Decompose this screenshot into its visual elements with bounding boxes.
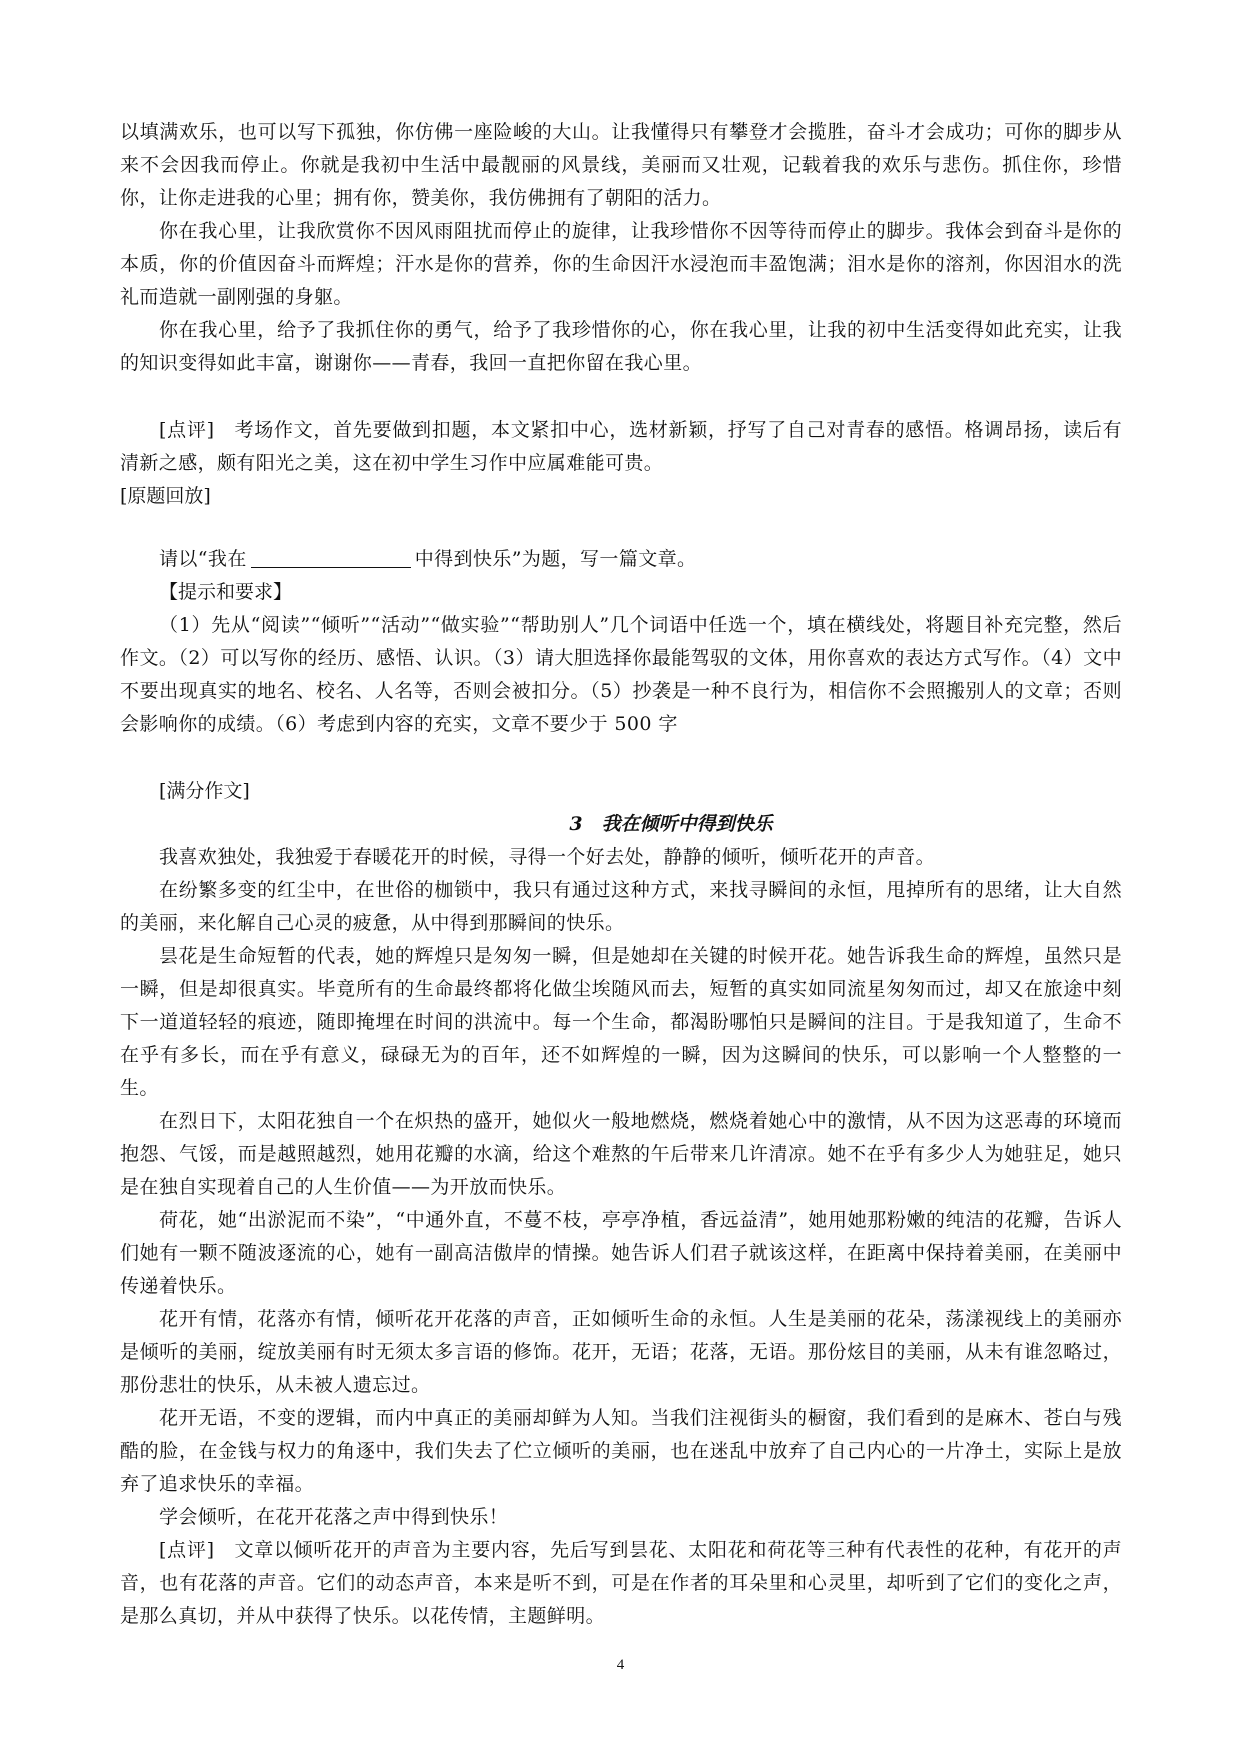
essay-paragraph: 你在我心里，让我欣赏你不因风雨阻扰而停止的旋律，让我珍惜你不因等待而停止的脚步。我体会到奋斗是你的本质，你的价值因奋斗而辉煌；汗水是你的营养，你的生命因汗水浸泡而丰盈饱满；泪水是你的溶剂，你因泪水的洗礼而造就一副刚强的身躯。 — [120, 220, 1122, 308]
page-number: 4 — [616, 1657, 625, 1673]
fill-blank-line — [251, 547, 411, 568]
essay-paragraph: 花开无语，不变的逻辑，而内中真正的美丽却鲜为人知。当我们注视街头的橱窗，我们看到的是麻木、苍白与残酷的脸，在金钱与权力的角逐中，我们失去了伫立倾听的美丽，也在迷乱中放弃了自己内心的一片净土，实际上是放弃了追求快乐的幸福。 — [120, 1407, 1122, 1495]
essay-paragraph: 在烈日下，太阳花独自一个在炽热的盛开，她似火一般地燃烧，燃烧着她心中的激情，从不因为这恶毒的环境而抱怨、气馁，而是越照越烈，她用花瓣的水滴，给这个难熬的午后带来几许清凉。她不在乎有多少人为她驻足，她只是在独自实现着自己的人生价值——为开放而快乐。 — [120, 1110, 1122, 1198]
requirements-paragraph: （1）先从“阅读”“倾听”“活动”“做实验”“帮助别人”几个词语中任选一个，填在横线处，将题目补充完整，然后作文。（2）可以写你的经历、感悟、认识。（3）请大胆选择你最能驾驭的文体，用你喜欢的表达方式写作。（4）文中不要出现真实的地名、校名、人名等，否则会被扣分。（5）抄袭是一种不良行为，相信你不会照搬别人的文章；否则会影响你的成绩。（6）考虑到内容的充实，文章不要少于 500 字 — [120, 614, 1122, 735]
original-question-heading: [原题回放] — [120, 485, 211, 507]
prompt-line — [120, 543, 1122, 576]
essay-paragraph: 花开有情，花落亦有情，倾听花开花落的声音，正如倾听生命的永恒。人生是美丽的花朵，荡漾视线上的美丽亦是倾听的美丽，绽放美丽有时无须太多言语的修饰。花开，无语；花落，无语。那份炫目的美丽，从未有谁忽略过，那份悲壮的快乐，从未被人遗忘过。 — [120, 1308, 1122, 1396]
fullscore-heading: [满分作文] — [159, 780, 250, 802]
essay-title: 3 我在倾听中得到快乐 — [569, 813, 773, 835]
essay-paragraph: 我喜欢独处，我独爱于春暖花开的时候，寻得一个好去处，静静的倾听，倾听花开的声音。 — [159, 846, 936, 868]
essay-paragraph: 在纷繁多变的红尘中，在世俗的枷锁中，我只有通过这种方式，来找寻瞬间的永恒，甩掉所有的思绪，让大自然的美丽，来化解自己心灵的疲惫，从中得到那瞬间的快乐。 — [120, 879, 1122, 934]
essay-paragraph: 昙花是生命短暂的代表，她的辉煌只是匆匆一瞬，但是她却在关键的时候开花。她告诉我生命的辉煌，虽然只是一瞬，但是却很真实。毕竟所有的生命最终都将化做尘埃随风而去，短暂的真实如同流星匆匆而过，却又在旅途中刻下一道道轻轻的痕迹，随即掩埋在时间的洪流中。每一个生命，都渴盼哪怕只是瞬间的注目。于是我知道了，生命不在乎有多长，而在乎有意义，碌碌无为的百年，还不如辉煌的一瞬，因为这瞬间的快乐，可以影响一个人整整的一生。 — [120, 945, 1122, 1099]
essay-paragraph: 学会倾听，在花开花落之声中得到快乐！ — [159, 1506, 509, 1528]
essay-paragraph: 以填满欢乐，也可以写下孤独，你仿佛一座险峻的大山。让我懂得只有攀登才会揽胜，奋斗才会成功；可你的脚步从来不会因我而停止。你就是我初中生活中最靓丽的风景线，美丽而又壮观，记载着我的欢乐与悲伤。抓住你，珍惜你，让你走进我的心里；拥有你，赞美你，我仿佛拥有了朝阳的活力。 — [120, 121, 1122, 209]
review-paragraph: [点评] 文章以倾听花开的声音为主要内容，先后写到昙花、太阳花和荷花等三种有代表性的花种，有花开的声音，也有花落的声音。它们的动态声音，本来是听不到，可是在作者的耳朵里和心灵里，却听到了它们的变化之声，是那么真切，并从中获得了快乐。以花传情，主题鲜明。 — [120, 1539, 1122, 1627]
prompt-after: 中得到快乐”为题，写一篇文章。 — [414, 548, 697, 570]
prompt-before: 请以“我在 — [159, 548, 247, 570]
hint-heading: 【提示和要求】 — [159, 581, 293, 603]
document-page — [120, 116, 1122, 1633]
essay-paragraph: 你在我心里，给予了我抓住你的勇气，给予了我珍惜你的心，你在我心里，让我的初中生活变得如此充实，让我的知识变得如此丰富，谢谢你——青春，我回一直把你留在我心里。 — [120, 319, 1122, 374]
essay-paragraph: 荷花，她“出淤泥而不染”，“中通外直，不蔓不枝，亭亭净植，香远益清”，她用她那粉嫩的纯洁的花瓣，告诉人们她有一颗不随波逐流的心，她有一副高洁傲岸的情操。她告诉人们君子就该这样，在距离中保持着美丽，在美丽中传递着快乐。 — [120, 1209, 1122, 1297]
review-paragraph: [点评] 考场作文，首先要做到扣题，本文紧扣中心，选材新颖，抒写了自己对青春的感悟。格调昂扬，读后有清新之感，颇有阳光之美，这在初中学生习作中应属难能可贵。 — [120, 419, 1122, 474]
